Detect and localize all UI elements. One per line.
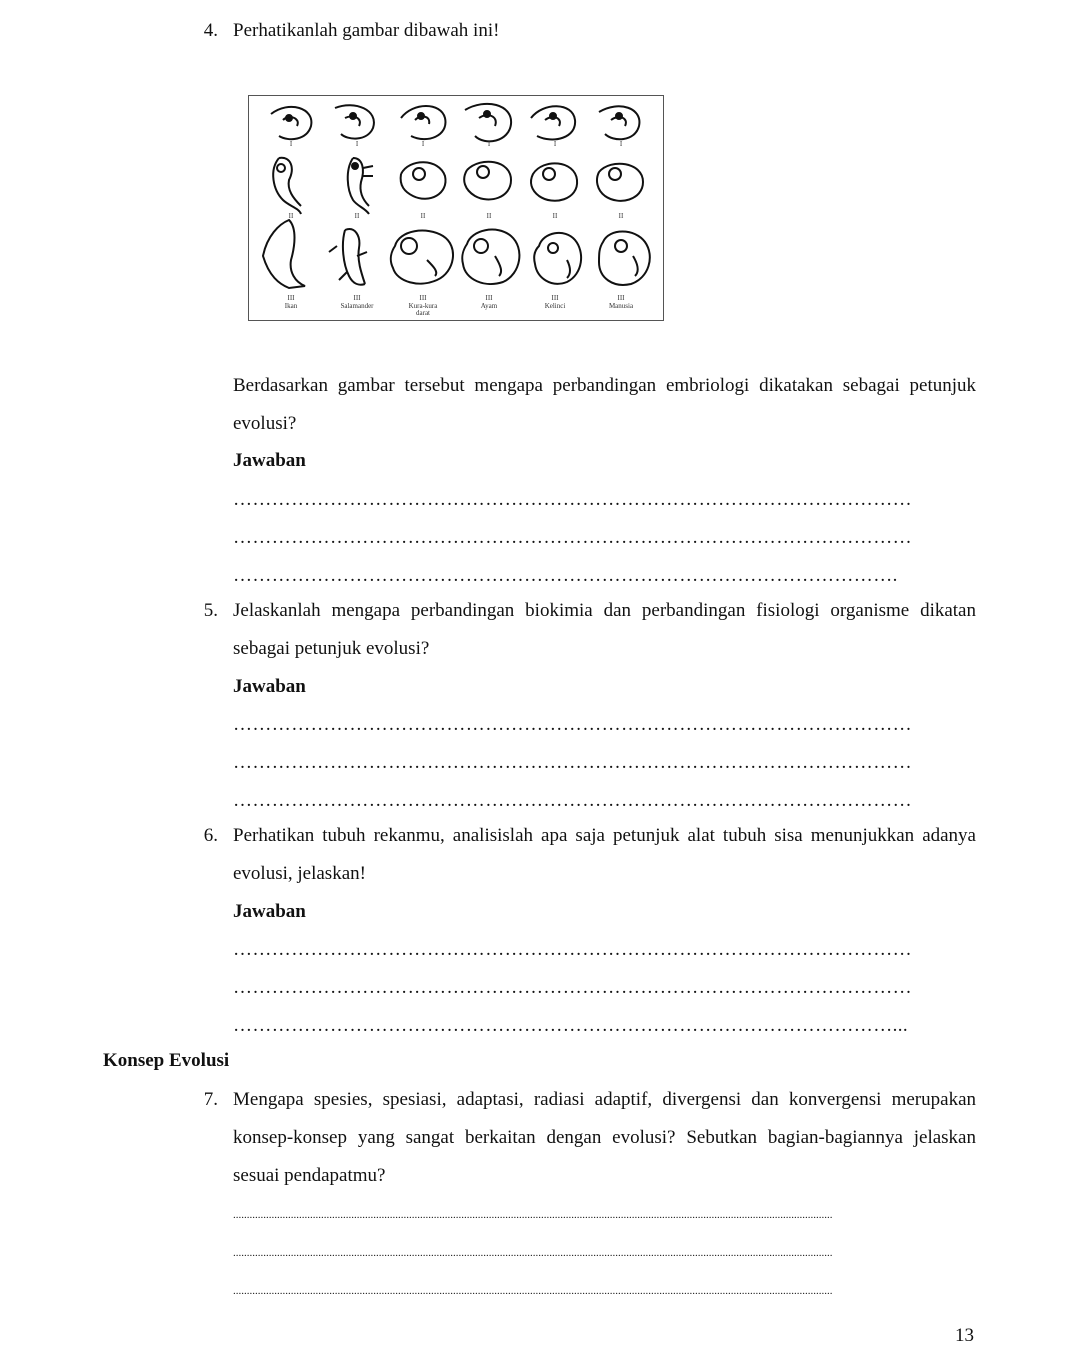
stage-label: I: [619, 140, 623, 148]
embryo-drawing: [531, 106, 575, 139]
answer-line[interactable]: ………………………………………………………………………………………….: [233, 566, 898, 586]
question-text: Perhatikan tubuh rekanmu, analisislah apa saja petunjuk alat tubuh sisa menunjukkan adanya evolusi, jelaskan!: [233, 825, 976, 884]
embryo-drawing: [531, 163, 577, 200]
answer-line[interactable]: ……………………………………………………………………………………………: [233, 791, 912, 811]
stage-label: I: [289, 140, 293, 148]
stage-label: III: [353, 294, 361, 302]
stage-label: III: [617, 294, 625, 302]
organism-label: darat: [416, 309, 430, 317]
embryo-drawing: [534, 233, 581, 284]
stage-label: II: [552, 212, 558, 220]
stage-label: III: [551, 294, 559, 302]
organism-label: Kura-kura: [408, 302, 438, 310]
stage-label: I: [421, 140, 425, 148]
embryo-drawing: [329, 229, 367, 285]
stage-label: II: [354, 212, 360, 220]
answer-line[interactable]: …………………………………………………………………………………………...: [233, 1016, 909, 1036]
answer-line[interactable]: ..........................................................................................................................................................................................................................: [233, 1209, 833, 1221]
embryo-drawing: [401, 106, 445, 139]
embryo-drawing: [465, 104, 511, 142]
answer-line[interactable]: ……………………………………………………………………………………………: [233, 490, 912, 510]
answer-label: Jawaban: [233, 450, 306, 471]
organism-label: Kelinci: [544, 302, 566, 310]
answer-line[interactable]: ……………………………………………………………………………………………: [233, 753, 912, 773]
embryo-drawing: [599, 232, 650, 285]
stage-label: II: [618, 212, 624, 220]
page-number: 13: [955, 1325, 974, 1346]
answer-line[interactable]: ……………………………………………………………………………………………: [233, 528, 912, 548]
answer-line[interactable]: ..........................................................................................................................................................................................................................: [233, 1285, 833, 1297]
organism-label: Ikan: [284, 302, 298, 310]
stage-label: II: [486, 212, 492, 220]
section-title: Konsep Evolusi: [103, 1050, 230, 1071]
stage-label: III: [287, 294, 295, 302]
embryo-drawing: [335, 105, 374, 138]
embryo-drawing: [263, 220, 305, 288]
stage-label: I: [553, 140, 557, 148]
answer-label: Jawaban: [233, 901, 306, 922]
answer-line[interactable]: ..........................................................................................................................................................................................................................: [233, 1247, 833, 1259]
stage-two-row: [273, 158, 643, 214]
stage-label: III: [485, 294, 493, 302]
figure-labels: [285, 140, 634, 317]
organism-label: Ayam: [480, 302, 498, 310]
embryo-drawing: [401, 162, 446, 199]
embryo-illustration: [249, 96, 663, 320]
answer-line[interactable]: ……………………………………………………………………………………………: [233, 940, 912, 960]
organism-label: Manusia: [608, 302, 634, 310]
question-number: 4.: [203, 20, 218, 41]
question-text: Mengapa spesies, spesiasi, adaptasi, radiasi adaptif, divergensi dan konvergensi merupakan konsep-konsep yang sangat berkaitan dengan evolusi? Sebutkan bagian-bagiannya jelaskan sesuai pendapatmu?: [233, 1089, 976, 1186]
embryo-drawing: [462, 230, 519, 284]
question-prompt: Perhatikanlah gambar dibawah ini!: [233, 20, 500, 41]
stage-label: I: [355, 140, 359, 148]
answer-line[interactable]: ……………………………………………………………………………………………: [233, 715, 912, 735]
stage-one-row: [271, 104, 639, 142]
question-text: Berdasarkan gambar tersebut mengapa perbandingan embriologi dikatakan sebagai petunjuk evolusi?: [233, 375, 976, 434]
embryo-drawing: [599, 106, 639, 139]
stage-label: II: [288, 212, 294, 220]
stage-three-row: [263, 220, 650, 288]
question-number: 5.: [203, 600, 218, 621]
question-number: 7.: [203, 1089, 218, 1110]
embryology-comparison-figure: [248, 95, 664, 321]
question-text: Jelaskanlah mengapa perbandingan biokimia dan perbandingan fisiologi organisme dikatan sebagai petunjuk evolusi?: [233, 600, 976, 659]
answer-label: Jawaban: [233, 676, 306, 697]
organism-label: Salamander: [340, 302, 374, 310]
embryo-drawing: [391, 231, 453, 284]
stage-label: III: [419, 294, 427, 302]
stage-label: I: [487, 140, 491, 148]
embryo-drawing: [271, 107, 311, 139]
stage-label: II: [420, 212, 426, 220]
question-number: 6.: [203, 825, 218, 846]
answer-line[interactable]: ……………………………………………………………………………………………: [233, 978, 912, 998]
